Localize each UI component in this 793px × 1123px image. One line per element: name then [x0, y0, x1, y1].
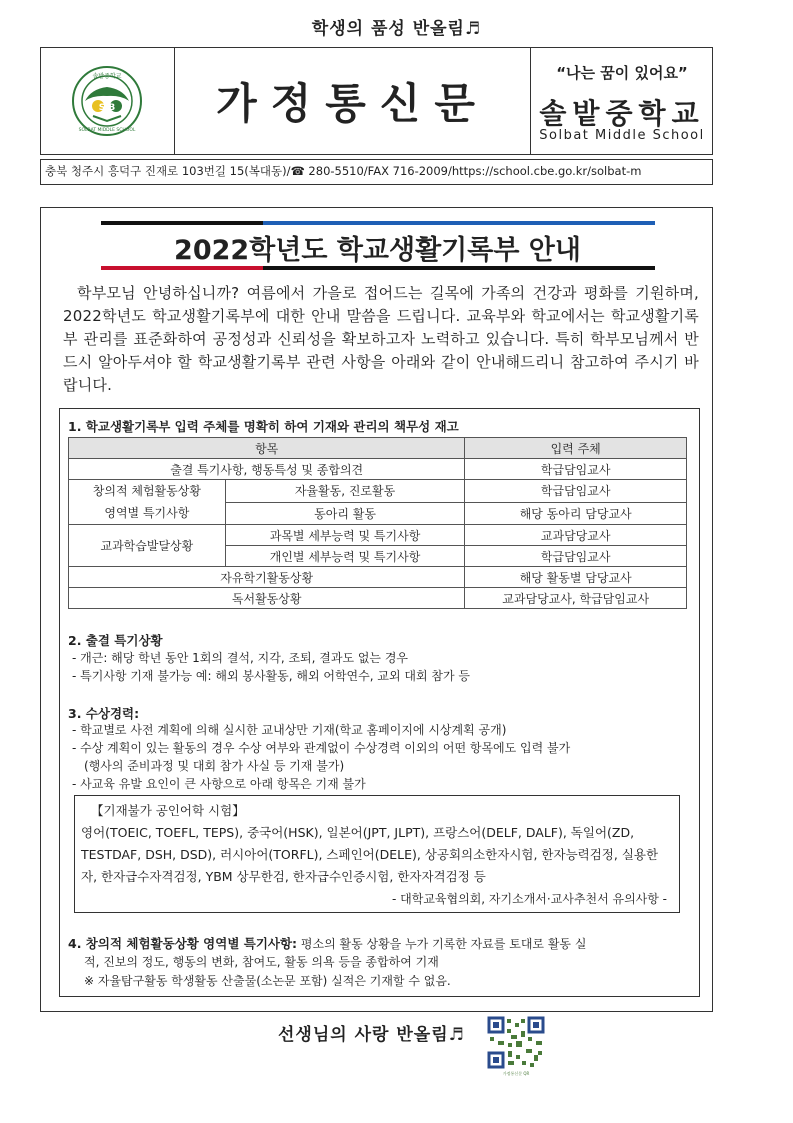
section4-note: ※ 자율탐구활동 학생활동 산출물(소논문 포함) 실적은 기재할 수 없음. [84, 974, 451, 988]
school-motto: “나는 꿈이 있어요” [556, 64, 688, 82]
section2-line: - 특기사항 기재 불가능 예: 해외 봉사활동, 해외 어학연수, 교외 대회 참가 등 [72, 669, 470, 683]
table-header-row [69, 438, 687, 459]
details-box [59, 408, 700, 997]
logo-cell [41, 48, 175, 154]
table-cell: 출결 특기사항, 행동특성 및 종합의견 [69, 459, 465, 480]
table-row [69, 567, 687, 588]
group-label-line: 영역별 특기사항 [104, 506, 190, 520]
cert-box-body: 영어(TOEIC, TOEFL, TEPS), 중국어(HSK), 일본어(JPT, JLPT), 프랑스어(DELF, DALF), 독일어(ZD, TESTDAF, DSH, DSD), 러시아어(TORFL), 스페인어(DELE), 상공회의소한자시험, 한자능력검정, 실용한자, 한자급수자격검정, YBM 상무한검, 한자급수인증시험, 한자자격검정 등 [81, 825, 659, 884]
table-row [69, 588, 687, 609]
table-row [69, 480, 687, 503]
excluded-certifications-box [74, 795, 680, 913]
title-underline-black [263, 266, 655, 270]
title-bar-blue [263, 221, 655, 225]
table-cell: 교과담당교사 [465, 525, 687, 546]
table-cell: 교과담당교사, 학급담임교사 [465, 588, 687, 609]
school-block [531, 48, 713, 154]
school-name-en: Solbat Middle School [539, 128, 705, 143]
section4-first-line [68, 935, 586, 953]
group-label-line: 창의적 체험활동상황 [92, 484, 201, 498]
cert-box-title: 【기재불가 공인어학 시험】 [91, 803, 245, 818]
table-header-item: 항목 [69, 438, 465, 459]
title-underline-red [101, 266, 263, 270]
school-emblem-icon [71, 65, 143, 137]
table-cell: 개인별 세부능력 및 특기사항 [225, 546, 465, 567]
section2-title: 2. 출결 특기상황 [68, 633, 163, 648]
record-owner-table [68, 437, 687, 609]
school-name-ko: 솔밭중학교 [539, 97, 705, 130]
table-cell: 해당 동아리 담당교사 [465, 502, 687, 525]
table-cell: 과목별 세부능력 및 특기사항 [225, 525, 465, 546]
logo-text-ring: SOLBAT MIDDLE SCHOOL [78, 128, 136, 133]
table-row [69, 525, 687, 546]
table-cell: 학급담임교사 [465, 546, 687, 567]
intro-paragraph: 학부모님 안녕하십니까? 여름에서 가을로 접어드는 길목에 가족의 건강과 평화를 기원하며, 2022학년도 학교생활기록부에 대한 안내 말씀을 드립니다. 교육부와 학교에서는 학교생활기록부 관리를 표준화하여 공정성과 신뢰성을 확보하고자 노력하고 있습니다. 특히 학부모님께서 반드시 알아두셔야 할 학교생활기록부 관련 사항을 아래와 같이 안내해드리니 참고하여 주시기 바랍니다. [63, 284, 699, 394]
table-row [69, 459, 687, 480]
main-notice-box [40, 207, 713, 1012]
table-cell: 학급담임교사 [465, 459, 687, 480]
table-group-cell [69, 480, 226, 525]
qr-code[interactable] [486, 1015, 546, 1077]
school-address: 충북 청주시 흥덕구 진재로 103번길 15(복대동)/☎ 280-5510/FAX 716-2009/https://school.cbe.go.kr/solbat-m [40, 159, 713, 185]
section3-title: 3. 수상경력: [68, 706, 140, 721]
qr-caption: 가정통신문 QR [502, 1071, 530, 1076]
section2-line: - 개근: 해당 학년 동안 1회의 결석, 지각, 조퇴, 결과도 없는 경우 [72, 651, 409, 665]
bottom-slogan: 선생님의 사랑 반올림♬ [278, 1025, 465, 1045]
section1-title: 1. 학교생활기록부 입력 주체를 명확히 하여 기재와 관리의 책무성 재고 [68, 419, 459, 434]
table-cell: 동아리 활동 [225, 502, 465, 525]
logo-text-top: 솔밭중학교 [92, 73, 122, 80]
section3-line: - 학교별로 사전 계획에 의해 실시한 교내상만 기재(학교 홈페이지에 시상계획 공개) [72, 723, 507, 737]
section3-line: - 수상 계획이 있는 활동의 경우 수상 여부와 관계없이 수상경력 이외의 어떤 항목에도 입력 불가 [72, 741, 571, 755]
logo-letters: S B [98, 103, 116, 113]
table-header-owner: 입력 주체 [465, 438, 687, 459]
document-title: 가정통신문 [175, 48, 531, 154]
notice-title: 2022학년도 학교생활기록부 안내 [174, 235, 581, 266]
table-group-cell: 교과학습발달상황 [69, 525, 226, 567]
table-cell: 독서활동상황 [69, 588, 465, 609]
cert-box-source: - 대학교육협의회, 자기소개서·교사추천서 유의사항 - [392, 892, 667, 906]
section4-title: 4. 창의적 체험활동상황 영역별 특기사항: [68, 936, 298, 951]
section4-text: 평소의 활동 상황을 누가 기록한 자료를 토대로 활동 실 [300, 937, 587, 951]
table-cell: 학급담임교사 [465, 480, 687, 503]
section4-line: 적, 진보의 정도, 행동의 변화, 참여도, 활동 의욕 등을 종합하여 기재 [84, 955, 439, 969]
section3-line: - 사교육 유발 요인이 큰 사항으로 아래 항목은 기재 불가 [72, 777, 366, 791]
top-slogan: 학생의 품성 반올림♬ [311, 19, 482, 39]
section3-line: (행사의 준비과정 및 대회 참가 사실 등 기재 불가) [84, 759, 345, 773]
table-cell: 자율활동, 진로활동 [225, 480, 465, 503]
letter-header [40, 47, 713, 155]
table-cell: 해당 활동별 담당교사 [465, 567, 687, 588]
qr-code-icon [486, 1015, 546, 1077]
table-cell: 자유학기활동상황 [69, 567, 465, 588]
title-bar-black [101, 221, 263, 225]
